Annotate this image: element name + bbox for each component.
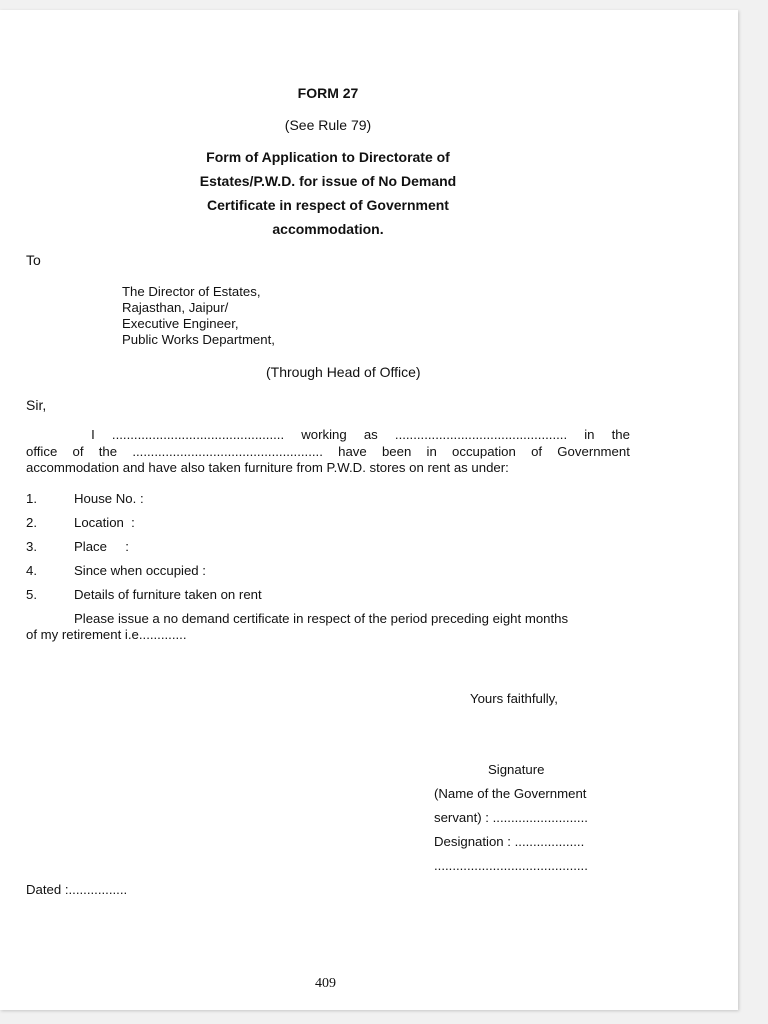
addressee-line-4: Public Works Department, [122, 332, 275, 347]
rule-reference: (See Rule 79) [284, 117, 372, 133]
to-label: To [26, 252, 41, 268]
designation-field: Designation : ................... [434, 834, 585, 849]
word: been [381, 444, 412, 459]
word: have [338, 444, 367, 459]
salutation: Sir, [26, 397, 47, 413]
item-house-no: House No. : [74, 491, 144, 506]
request-line-2: of my retirement i.e............. [26, 627, 187, 642]
word: in [426, 444, 437, 459]
item-number: 4. [26, 563, 37, 578]
word: the [611, 427, 630, 442]
addressee-line-3: Executive Engineer, [122, 316, 239, 331]
request-line-1: Please issue a no demand certificate in respect of the period preceding eight months [74, 611, 569, 626]
form-number: FORM 27 [297, 85, 359, 101]
blank-office: .................................................... [132, 444, 323, 459]
blank-designation: ............................................... [394, 427, 568, 442]
body-line-2 [26, 444, 630, 460]
item-furniture-details: Details of furniture taken on rent [74, 587, 262, 602]
word: I [91, 427, 95, 442]
item-number: 3. [26, 539, 37, 554]
item-number: 2. [26, 515, 37, 530]
word: the [98, 444, 118, 459]
item-location: Location : [74, 515, 135, 530]
page-number: 409 [315, 976, 336, 991]
through-head-of-office: (Through Head of Office) [266, 364, 421, 380]
word: in [584, 427, 595, 442]
addressee-line-1: The Director of Estates, [122, 284, 261, 299]
word: occupation [452, 444, 516, 459]
body-line-3: accommodation and have also taken furniture from P.W.D. stores on rent as under: [26, 460, 509, 475]
dated-field: Dated :................ [26, 882, 128, 897]
signature-label: Signature [488, 762, 545, 777]
word: of [531, 444, 543, 459]
item-place: Place : [74, 539, 129, 554]
item-number: 5. [26, 587, 37, 602]
word: Government [557, 444, 630, 459]
word: working [301, 427, 347, 442]
form-title-line-2: Estates/P.W.D. for issue of No Demand [199, 173, 457, 189]
blank-line: .......................................... [434, 858, 588, 873]
addressee-line-2: Rajasthan, Jaipur/ [122, 300, 229, 315]
form-title-line-1: Form of Application to Directorate of [206, 149, 450, 165]
document-page [0, 10, 738, 1010]
blank-name: ............................................... [111, 427, 285, 442]
name-of-servant-line-2: servant) : .......................... [434, 810, 588, 825]
form-title-line-3: Certificate in respect of Government [207, 197, 449, 213]
item-number: 1. [26, 491, 37, 506]
body-line-1 [26, 427, 630, 443]
form-title-line-4: accommodation. [272, 221, 384, 237]
yours-faithfully: Yours faithfully, [470, 691, 558, 706]
item-since-when-occupied: Since when occupied : [74, 563, 206, 578]
word: of [72, 444, 84, 459]
name-of-servant-line-1: (Name of the Government [434, 786, 587, 801]
word: office [26, 444, 58, 459]
word: as [363, 427, 378, 442]
